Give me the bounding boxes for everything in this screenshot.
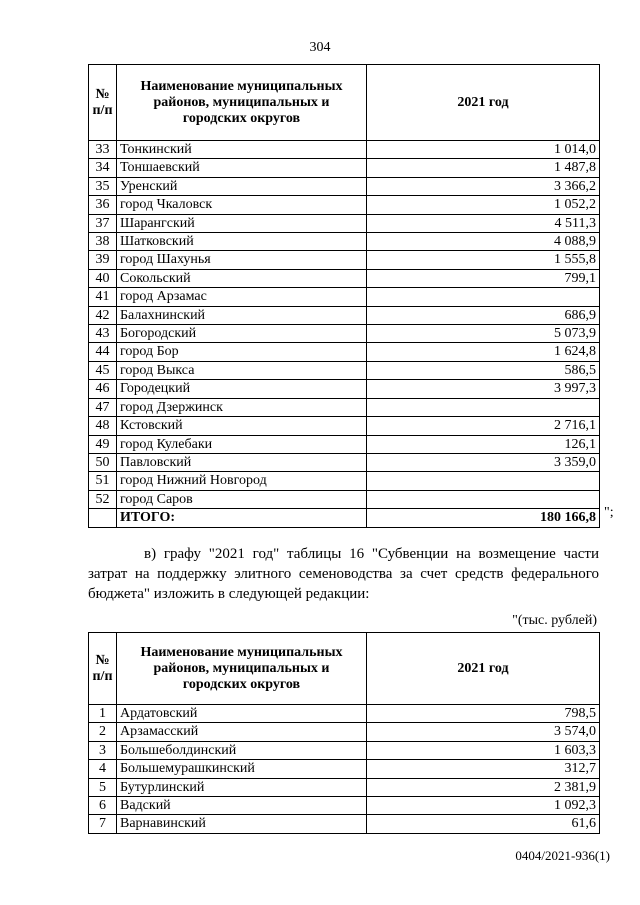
table-row <box>89 815 600 833</box>
row-number: 45 <box>89 361 117 379</box>
row-name: Ардатовский <box>117 705 367 723</box>
table-row <box>89 361 600 379</box>
table-row <box>89 760 600 778</box>
row-number: 42 <box>89 306 117 324</box>
row-number: 5 <box>89 778 117 796</box>
row-value: 1 092,3 <box>367 797 600 815</box>
row-value: 686,9 <box>367 306 600 324</box>
row-name: город Чкаловск <box>117 196 367 214</box>
row-number: 3 <box>89 741 117 759</box>
row-name: город Саров <box>117 490 367 508</box>
row-value: 1 487,8 <box>367 159 600 177</box>
row-value: 1 624,8 <box>367 343 600 361</box>
row-value: 1 603,3 <box>367 741 600 759</box>
table-row <box>89 306 600 324</box>
row-name: город Нижний Новгород <box>117 472 367 490</box>
row-value: 4 088,9 <box>367 233 600 251</box>
row-number: 47 <box>89 398 117 416</box>
row-name: Большеболдинский <box>117 741 367 759</box>
table-row <box>89 269 600 287</box>
row-value <box>367 398 600 416</box>
row-name: Шатковский <box>117 233 367 251</box>
header-year: 2021 год <box>367 633 600 705</box>
total-label: ИТОГО: <box>117 509 367 527</box>
units-label: "(тыс. рублей) <box>512 613 597 628</box>
header-name: Наименование муниципальных районов, муниципальных и городских округов <box>117 633 367 705</box>
row-number: 36 <box>89 196 117 214</box>
table-row <box>89 705 600 723</box>
table-row <box>89 797 600 815</box>
row-number: 41 <box>89 288 117 306</box>
header-num: № п/п <box>89 633 117 705</box>
row-name: Бутурлинский <box>117 778 367 796</box>
row-name: Уренский <box>117 177 367 195</box>
row-value: 126,1 <box>367 435 600 453</box>
row-number: 40 <box>89 269 117 287</box>
row-number: 51 <box>89 472 117 490</box>
row-number: 44 <box>89 343 117 361</box>
row-value: 3 997,3 <box>367 380 600 398</box>
row-value: 1 014,0 <box>367 141 600 159</box>
closing-quote: "; <box>604 505 614 520</box>
row-name: город Выкса <box>117 361 367 379</box>
row-value: 2 381,9 <box>367 778 600 796</box>
row-number: 39 <box>89 251 117 269</box>
row-name: Тоншаевский <box>117 159 367 177</box>
table-row <box>89 778 600 796</box>
table-row <box>89 214 600 232</box>
row-name: город Кулебаки <box>117 435 367 453</box>
row-name: город Бор <box>117 343 367 361</box>
row-name: Варнавинский <box>117 815 367 833</box>
row-number: 43 <box>89 325 117 343</box>
row-value <box>367 288 600 306</box>
row-number: 33 <box>89 141 117 159</box>
table-row <box>89 723 600 741</box>
table-row <box>89 435 600 453</box>
row-value: 312,7 <box>367 760 600 778</box>
header-name: Наименование муниципальных районов, муниципальных и городских округов <box>117 65 367 141</box>
table-row <box>89 343 600 361</box>
row-value: 1 052,2 <box>367 196 600 214</box>
row-number: 49 <box>89 435 117 453</box>
row-number: 7 <box>89 815 117 833</box>
page-number: 304 <box>309 40 331 55</box>
row-value: 61,6 <box>367 815 600 833</box>
row-name: Богородский <box>117 325 367 343</box>
row-number: 34 <box>89 159 117 177</box>
table-row <box>89 251 600 269</box>
row-value: 799,1 <box>367 269 600 287</box>
table-row <box>89 472 600 490</box>
row-name: город Арзамас <box>117 288 367 306</box>
total-value: 180 166,8 <box>367 509 600 527</box>
row-number: 37 <box>89 214 117 232</box>
row-number: 2 <box>89 723 117 741</box>
row-number: 46 <box>89 380 117 398</box>
row-name: Сокольский <box>117 269 367 287</box>
row-name: город Дзержинск <box>117 398 367 416</box>
row-value <box>367 472 600 490</box>
row-number: 4 <box>89 760 117 778</box>
table-row <box>89 159 600 177</box>
row-name: Кстовский <box>117 417 367 435</box>
row-value: 798,5 <box>367 705 600 723</box>
subsidy-table-2 <box>88 632 600 834</box>
table-row <box>89 380 600 398</box>
amendment-text: в) графу "2021 год" таблицы 16 "Субвенции на возмещение части затрат на поддержку элитного семеноводства за счет средств федерального бюджета" изложить в следующей редакции: <box>88 546 599 602</box>
table-row <box>89 417 600 435</box>
table-row <box>89 490 600 508</box>
table-row <box>89 741 600 759</box>
row-name: Большемурашкинский <box>117 760 367 778</box>
table-row <box>89 196 600 214</box>
table-row <box>89 325 600 343</box>
table-row <box>89 453 600 471</box>
row-value: 4 511,3 <box>367 214 600 232</box>
row-value: 3 574,0 <box>367 723 600 741</box>
row-number: 50 <box>89 453 117 471</box>
amendment-paragraph <box>88 544 599 604</box>
table-row <box>89 233 600 251</box>
table-row <box>89 288 600 306</box>
row-value <box>367 490 600 508</box>
header-num: № п/п <box>89 65 117 141</box>
row-value: 3 359,0 <box>367 453 600 471</box>
table-row <box>89 141 600 159</box>
document-code: 0404/2021-936(1) <box>515 848 610 863</box>
row-number: 38 <box>89 233 117 251</box>
row-name: Арзамасский <box>117 723 367 741</box>
row-name: Городецкий <box>117 380 367 398</box>
row-name: Шарангский <box>117 214 367 232</box>
row-value: 3 366,2 <box>367 177 600 195</box>
header-year: 2021 год <box>367 65 600 141</box>
row-value: 2 716,1 <box>367 417 600 435</box>
row-number: 1 <box>89 705 117 723</box>
row-value: 5 073,9 <box>367 325 600 343</box>
row-number: 35 <box>89 177 117 195</box>
row-name: Балахнинский <box>117 306 367 324</box>
row-value: 1 555,8 <box>367 251 600 269</box>
row-number: 6 <box>89 797 117 815</box>
row-name: Вадский <box>117 797 367 815</box>
table-row <box>89 398 600 416</box>
table-row <box>89 177 600 195</box>
subsidy-table-1 <box>88 64 600 528</box>
row-name: Тонкинский <box>117 141 367 159</box>
row-name: город Шахунья <box>117 251 367 269</box>
row-value: 586,5 <box>367 361 600 379</box>
row-number: 48 <box>89 417 117 435</box>
row-number: 52 <box>89 490 117 508</box>
row-name: Павловский <box>117 453 367 471</box>
